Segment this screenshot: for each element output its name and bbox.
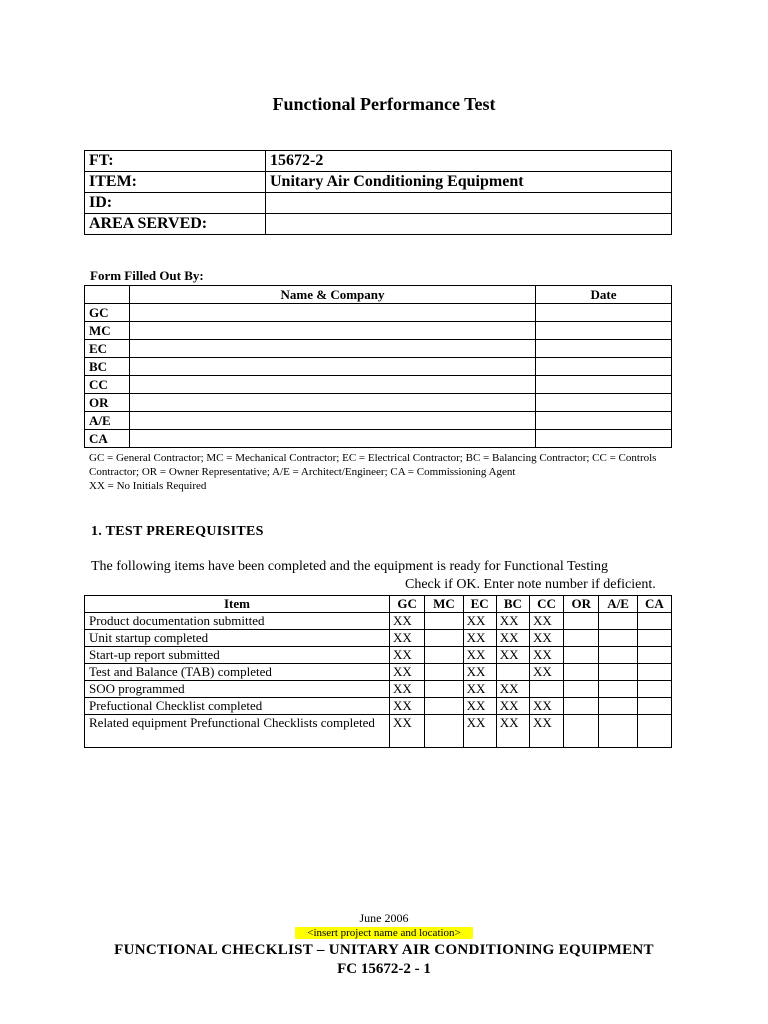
prereq-check-cell: XX [529, 698, 563, 715]
prereq-check-cell[interactable] [637, 715, 671, 748]
footer-page-number: FC 15672-2 - 1 [337, 961, 431, 977]
header-value[interactable] [266, 214, 672, 235]
prereq-check-cell[interactable] [564, 613, 599, 630]
prereq-check-cell: XX [529, 630, 563, 647]
signoff-role: MC [85, 322, 130, 340]
prereq-check-cell[interactable] [637, 698, 671, 715]
prereq-check-cell[interactable] [564, 630, 599, 647]
prereq-check-cell: XX [390, 613, 425, 630]
prereq-item-header: Item [85, 596, 390, 613]
header-label: AREA SERVED: [85, 214, 266, 235]
signoff-table [84, 285, 672, 448]
prereq-check-cell[interactable] [599, 647, 637, 664]
signoff-row [85, 376, 672, 394]
prereq-item: Prefuctional Checklist completed [85, 698, 390, 715]
prereq-check-cell[interactable] [425, 613, 463, 630]
legend-line: Contractor; OR = Owner Representative; A/E = Architect/Engineer; CA = Commissioning Agent [89, 466, 516, 478]
signoff-row [85, 430, 672, 448]
prereq-check-cell: XX [463, 613, 496, 630]
footer-title: FUNCTIONAL CHECKLIST – UNITARY AIR CONDITIONING EQUIPMENT [114, 942, 654, 958]
prereq-check-cell[interactable] [564, 681, 599, 698]
section-heading: 1. TEST PREREQUISITES [91, 524, 264, 539]
prereq-check-cell: XX [463, 647, 496, 664]
header-label: ITEM: [85, 172, 266, 193]
signoff-date-cell[interactable] [536, 430, 672, 448]
prereq-check-cell: XX [496, 630, 529, 647]
prereq-check-cell[interactable] [599, 630, 637, 647]
header-label: ID: [85, 193, 266, 214]
prereq-check-cell: XX [496, 698, 529, 715]
prereq-check-cell[interactable] [425, 698, 463, 715]
signoff-date-cell[interactable] [536, 322, 672, 340]
prereq-party-header: CC [529, 596, 563, 613]
prereq-check-cell: XX [529, 664, 563, 681]
header-table [84, 150, 672, 235]
prereq-check-cell: XX [529, 647, 563, 664]
prerequisites-table [84, 595, 672, 748]
footer-date: June 2006 [359, 911, 409, 925]
prereq-check-cell: XX [496, 681, 529, 698]
signoff-role: GC [85, 304, 130, 322]
signoff-name-cell[interactable] [130, 340, 536, 358]
signoff-name-cell[interactable] [130, 412, 536, 430]
signoff-role: BC [85, 358, 130, 376]
prereq-party-header: MC [425, 596, 463, 613]
prereq-check-cell[interactable] [529, 681, 563, 698]
prereq-check-cell: XX [463, 715, 496, 748]
form-filled-label: Form Filled Out By: [90, 268, 204, 283]
prereq-item: Test and Balance (TAB) completed [85, 664, 390, 681]
legend-line: GC = General Contractor; MC = Mechanical Contractor; EC = Electrical Contractor; BC = Balancing Contractor; CC = Controls [89, 452, 657, 464]
signoff-name-header: Name & Company [130, 286, 536, 304]
prereq-check-cell[interactable] [599, 613, 637, 630]
prereq-item: SOO programmed [85, 681, 390, 698]
header-row-area-served [85, 214, 672, 235]
prereq-check-cell: XX [496, 613, 529, 630]
prereq-row [85, 613, 672, 630]
prereq-header-row [85, 596, 672, 613]
prereq-check-cell[interactable] [564, 647, 599, 664]
signoff-header-row [85, 286, 672, 304]
prereq-row [85, 664, 672, 681]
header-label: FT: [85, 151, 266, 172]
signoff-date-cell[interactable] [536, 340, 672, 358]
header-row-ft [85, 151, 672, 172]
signoff-name-cell[interactable] [130, 304, 536, 322]
signoff-row [85, 340, 672, 358]
header-value[interactable] [266, 193, 672, 214]
signoff-name-cell[interactable] [130, 394, 536, 412]
prereq-check-cell[interactable] [425, 681, 463, 698]
header-row-item [85, 172, 672, 193]
prereq-check-cell: XX [529, 613, 563, 630]
signoff-row [85, 322, 672, 340]
prereq-check-cell[interactable] [599, 715, 637, 748]
header-value[interactable]: 15672-2 [266, 151, 672, 172]
prereq-check-cell[interactable] [637, 664, 671, 681]
prereq-row [85, 630, 672, 647]
legend-line: XX = No Initials Required [89, 480, 207, 492]
section-intro: The following items have been completed and the equipment is ready for Functional Testing [91, 559, 609, 574]
signoff-name-cell[interactable] [130, 358, 536, 376]
prereq-check-cell: XX [390, 647, 425, 664]
signoff-row [85, 358, 672, 376]
signoff-row [85, 412, 672, 430]
prereq-party-header: BC [496, 596, 529, 613]
prereq-check-cell[interactable] [637, 681, 671, 698]
signoff-role-header [85, 286, 130, 304]
footer-project-placeholder: <insert project name and location> [295, 927, 473, 939]
signoff-name-cell[interactable] [130, 430, 536, 448]
prereq-check-cell: XX [390, 698, 425, 715]
signoff-role: CC [85, 376, 130, 394]
signoff-name-cell[interactable] [130, 322, 536, 340]
prereq-party-header: CA [637, 596, 671, 613]
prereq-check-cell: XX [463, 630, 496, 647]
prereq-check-cell: XX [496, 647, 529, 664]
signoff-date-cell[interactable] [536, 394, 672, 412]
page-title: Functional Performance Test [272, 94, 496, 114]
prereq-check-cell[interactable] [599, 681, 637, 698]
signoff-date-cell[interactable] [536, 358, 672, 376]
prereq-check-cell: XX [463, 681, 496, 698]
prereq-check-cell[interactable] [425, 664, 463, 681]
prereq-row [85, 647, 672, 664]
prereq-check-cell: XX [496, 715, 529, 748]
prereq-row [85, 715, 672, 748]
prereq-row [85, 698, 672, 715]
prereq-item: Unit startup completed [85, 630, 390, 647]
prereq-check-cell[interactable] [425, 647, 463, 664]
signoff-name-cell[interactable] [130, 376, 536, 394]
prereq-item: Related equipment Prefunctional Checklists completed [85, 715, 390, 748]
prereq-check-cell[interactable] [637, 630, 671, 647]
prereq-check-cell[interactable] [599, 664, 637, 681]
prereq-check-cell[interactable] [425, 630, 463, 647]
header-row-id [85, 193, 672, 214]
section-instruction: Check if OK. Enter note number if deficient. [405, 577, 656, 592]
signoff-role: CA [85, 430, 130, 448]
prereq-check-cell: XX [390, 664, 425, 681]
prereq-check-cell[interactable] [564, 698, 599, 715]
signoff-date-cell[interactable] [536, 412, 672, 430]
prereq-check-cell: XX [529, 715, 563, 748]
signoff-role: OR [85, 394, 130, 412]
prereq-party-header: A/E [599, 596, 637, 613]
signoff-role: EC [85, 340, 130, 358]
prereq-check-cell[interactable] [496, 664, 529, 681]
prereq-row [85, 681, 672, 698]
prereq-party-header: GC [390, 596, 425, 613]
signoff-row [85, 304, 672, 322]
signoff-date-cell[interactable] [536, 304, 672, 322]
prereq-check-cell[interactable] [564, 715, 599, 748]
prereq-check-cell: XX [390, 715, 425, 748]
prereq-check-cell[interactable] [637, 647, 671, 664]
prereq-check-cell: XX [463, 698, 496, 715]
header-value[interactable]: Unitary Air Conditioning Equipment [266, 172, 672, 193]
signoff-role: A/E [85, 412, 130, 430]
prereq-party-header: EC [463, 596, 496, 613]
prereq-item: Product documentation submitted [85, 613, 390, 630]
prereq-item: Start-up report submitted [85, 647, 390, 664]
prereq-check-cell: XX [390, 630, 425, 647]
signoff-date-cell[interactable] [536, 376, 672, 394]
abbreviation-legend [89, 451, 679, 493]
prereq-party-header: OR [564, 596, 599, 613]
prereq-check-cell[interactable] [599, 698, 637, 715]
prereq-check-cell: XX [390, 681, 425, 698]
signoff-row [85, 394, 672, 412]
signoff-date-header: Date [536, 286, 672, 304]
prereq-check-cell[interactable] [564, 664, 599, 681]
prereq-check-cell[interactable] [425, 715, 463, 748]
prereq-check-cell: XX [463, 664, 496, 681]
prereq-check-cell[interactable] [637, 613, 671, 630]
